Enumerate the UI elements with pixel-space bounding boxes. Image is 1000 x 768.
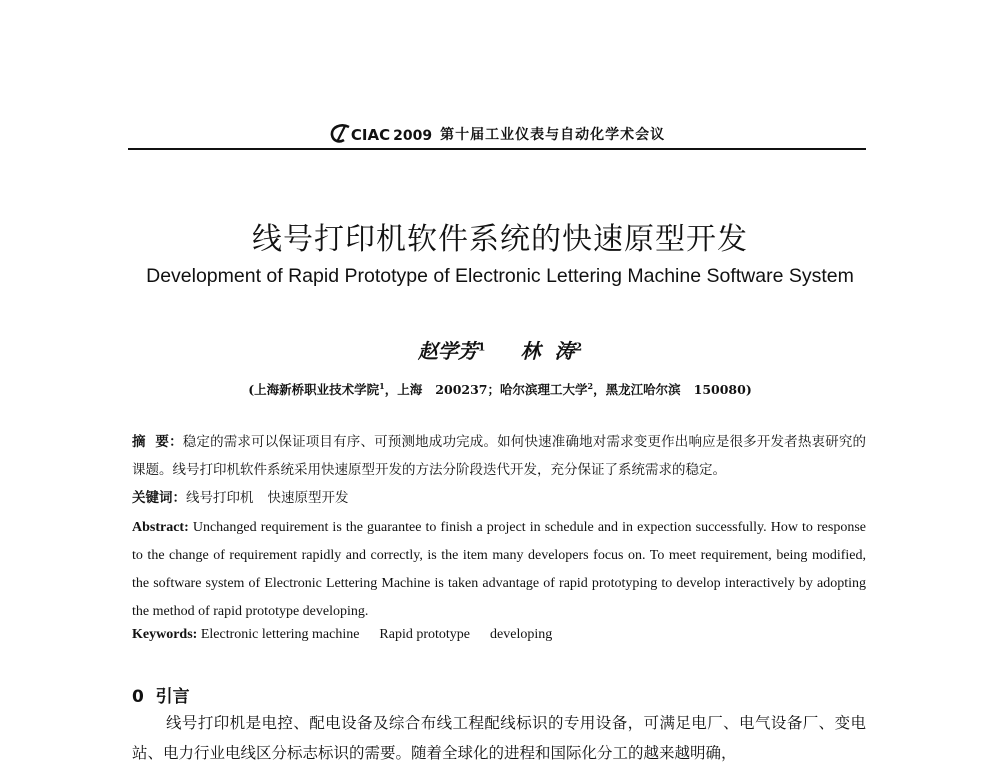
author-name: 赵学芳 (417, 339, 478, 363)
conference-logo (329, 124, 432, 144)
abstract-en-label: Abstract: (132, 520, 189, 535)
abstract-en-text: Unchanged requirement is the guarantee to finish a project in schedule and in expection successfully. How to response to the change of requirement rapidly and correctly, is the item many developers focus on. To meet requirement, being modified, the software system of Electronic Lettering Machine is taken advantage of rapid prototyping to develop interactively by adopting the method of rapid prototype developing. (132, 520, 867, 619)
abstract-en (132, 514, 866, 626)
keyword-en: Electronic lettering machine (200, 627, 360, 642)
author-affiliation-mark: 2 (574, 340, 583, 354)
author-name: 林 涛 (520, 339, 575, 363)
keywords-en (132, 627, 572, 643)
paper-title-cn: 线号打印机软件系统的快速原型开发 (252, 222, 748, 257)
author (418, 335, 486, 364)
keyword-cn: 线号打印机 (186, 490, 254, 506)
conference-title: 第十届工业仪表与自动化学术会议 (440, 127, 666, 143)
conference-header (128, 124, 866, 150)
author (521, 335, 583, 364)
keywords-cn-label: 关键词： (132, 490, 186, 506)
keywords-cn (132, 484, 866, 512)
keywords-en-label: Keywords: (132, 627, 198, 642)
affiliation-part: (上海新桥职业技术学院 (248, 382, 380, 397)
paper-title-en: Development of Rapid Prototype of Electronic Lettering Machine Software System (146, 265, 854, 287)
author-affiliation-mark: 1 (477, 340, 486, 354)
keyword-cn: 快速原型开发 (267, 490, 349, 506)
ciac-logo-icon (329, 124, 351, 144)
affiliation-part: ，黑龙江哈尔滨 150080) (593, 382, 752, 397)
keyword-en: developing (490, 627, 553, 642)
affiliation-mark: 1 (379, 380, 385, 391)
body-paragraph: 线号打印机是电控、配电设备及综合布线工程配线标识的专用设备，可满足电厂、电气设备厂、变电站、电力行业电线区分标志标识的需要。随着全球化的进程和国际化分工的越来越明确， (132, 714, 866, 762)
author-list (0, 335, 1000, 364)
affiliations (0, 380, 1000, 398)
logo-text: CIAC (350, 126, 391, 144)
abstract-cn-text: 稳定的需求可以保证项目有序、可预测地成功完成。如何快速准确地对需求变更作出响应是很多开发者热衷研究的课题。线号打印机软件系统采用快速原型开发的方法分阶段迭代开发，充分保证了系统需求的稳定。 (132, 434, 867, 478)
abstract-cn-label: 摘 要： (132, 434, 183, 450)
conference-year: 2009 (393, 128, 433, 144)
section-heading: 0 引言 (132, 687, 190, 707)
affiliation-mark: 2 (587, 380, 594, 391)
keyword-en: Rapid prototype (379, 627, 471, 642)
abstract-cn (132, 428, 866, 512)
affiliation-part: ，上海 200237；哈尔滨理工大学 (384, 382, 588, 397)
